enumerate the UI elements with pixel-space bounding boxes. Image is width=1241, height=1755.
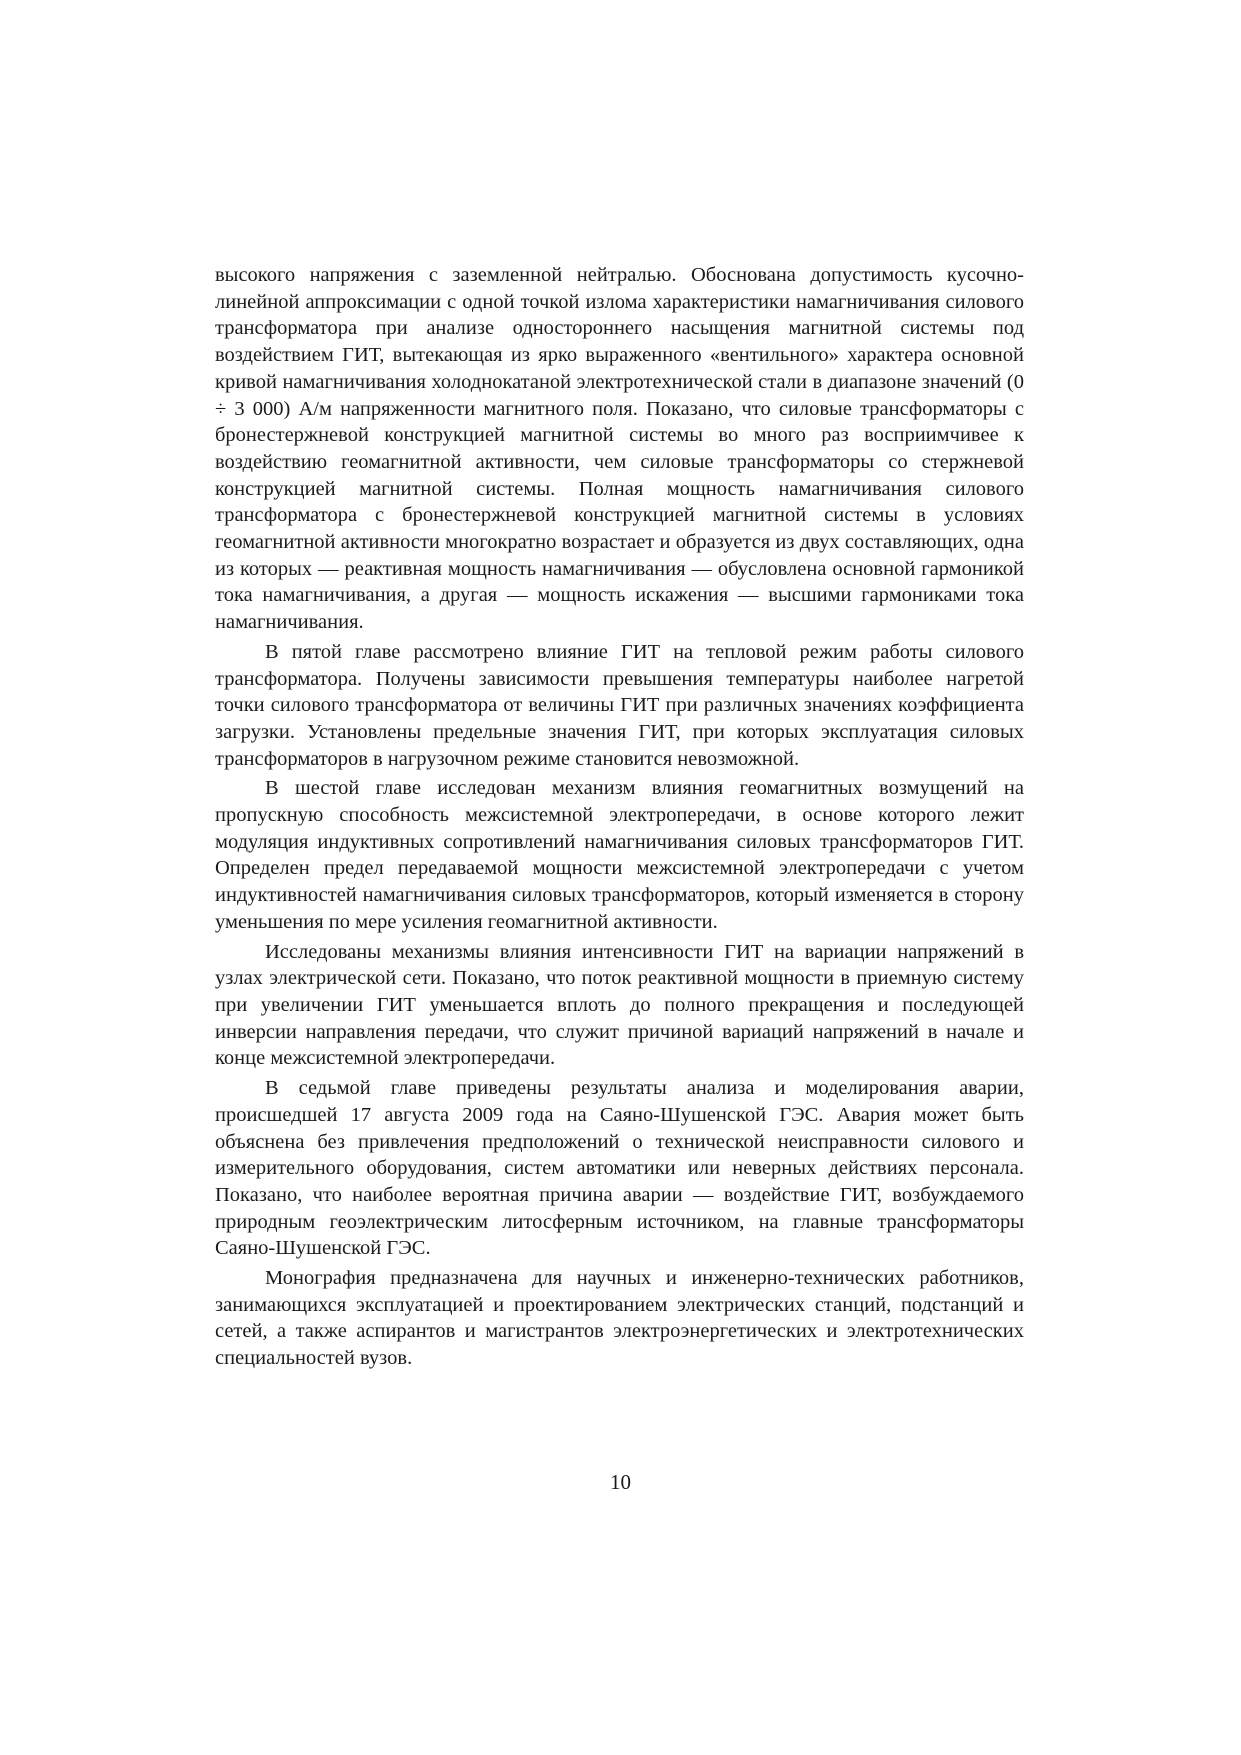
paragraph-chapter-six: В шестой главе исследован механизм влияния геомагнитных возмущений на пропускную способность межсистемной электропередачи, в основе которого лежит модуляция индуктивных сопротивлений намагничивания силовых трансформаторов ГИТ. Определен предел передаваемой мощности межсистемной электропередачи с учетом индуктивностей намагничивания силовых трансформаторов, который изменяется в сторону уменьшения по мере усиления геомагнитной активности. (215, 777, 1024, 933)
page-number: 10 (610, 1470, 631, 1494)
paragraph-chapter-seven: В седьмой главе приведены результаты анализа и моделирования аварии, происшедшей 17 августа 2009 года на Саяно-Шушенской ГЭС. Авария может быть объяснена без привлечения предположений о технической неисправности силового и измерительного оборудования, систем автоматики или неверных действиях персонала. Показано, что наиболее вероятная причина аварии — воздействие ГИТ, возбуждаемого природным геоэлектрическим литосферным источником, на главные трансформаторы Саяно-Шушенской ГЭС. (215, 1077, 1024, 1260)
paragraph-audience: Монография предназначена для научных и инженерно-технических работников, занимающихся эксплуатацией и проектированием электрических станций, подстанций и сетей, а также аспирантов и магистрантов электроэнергетических и электротехнических специальностей вузов. (215, 1267, 1024, 1370)
paragraph-chapter-five: В пятой главе рассмотрено влияние ГИТ на тепловой режим работы силового трансформатора. Получены зависимости превышения температуры наиболее нагретой точки силового трансформатора от величины ГИТ при различных значениях коэффициента загрузки. Установлены предельные значения ГИТ, при которых эксплуатация силовых трансформаторов в нагрузочном режиме становится невозможной. (215, 640, 1024, 770)
paragraph-voltage-variations: Исследованы механизмы влияния интенсивности ГИТ на вариации напряжений в узлах электрической сети. Показано, что поток реактивной мощности в приемную систему при увеличении ГИТ уменьшается вплоть до полного прекращения и последующей инверсии направления передачи, что служит причиной вариаций напряжений в начале и конце межсистемной электропередачи. (215, 940, 1024, 1070)
body-text (215, 262, 1024, 1375)
paragraph-continuation: высокого напряжения с заземленной нейтралью. Обоснована допустимость кусочно-линейной аппроксимации с одной точкой излома характеристики намагничивания силового трансформатора при анализе одностороннего насыщения магнитной системы под воздействием ГИТ, вытекающая из ярко выраженного «вентильного» характера основной кривой намагничивания холоднокатаной электротехнической стали в диапазоне значений (0 ÷ 3 000) А/м напряженности магнитного поля. Показано, что силовые трансформаторы с бронестержневой конструкцией магнитной системы во много раз восприимчивее к воздействию геомагнитной активности, чем силовые трансформаторы со стержневой конструкцией магнитной системы. Полная мощность намагничивания силового трансформатора с бронестержневой конструкцией магнитной системы в условиях геомагнитной активности многократно возрастает и образуется из двух составляющих, одна из которых — реактивная мощность намагничивания — обусловлена основной гармоникой тока намагничивания, а другая — мощность искажения — высшими гармониками тока намагничивания. (215, 264, 1024, 634)
